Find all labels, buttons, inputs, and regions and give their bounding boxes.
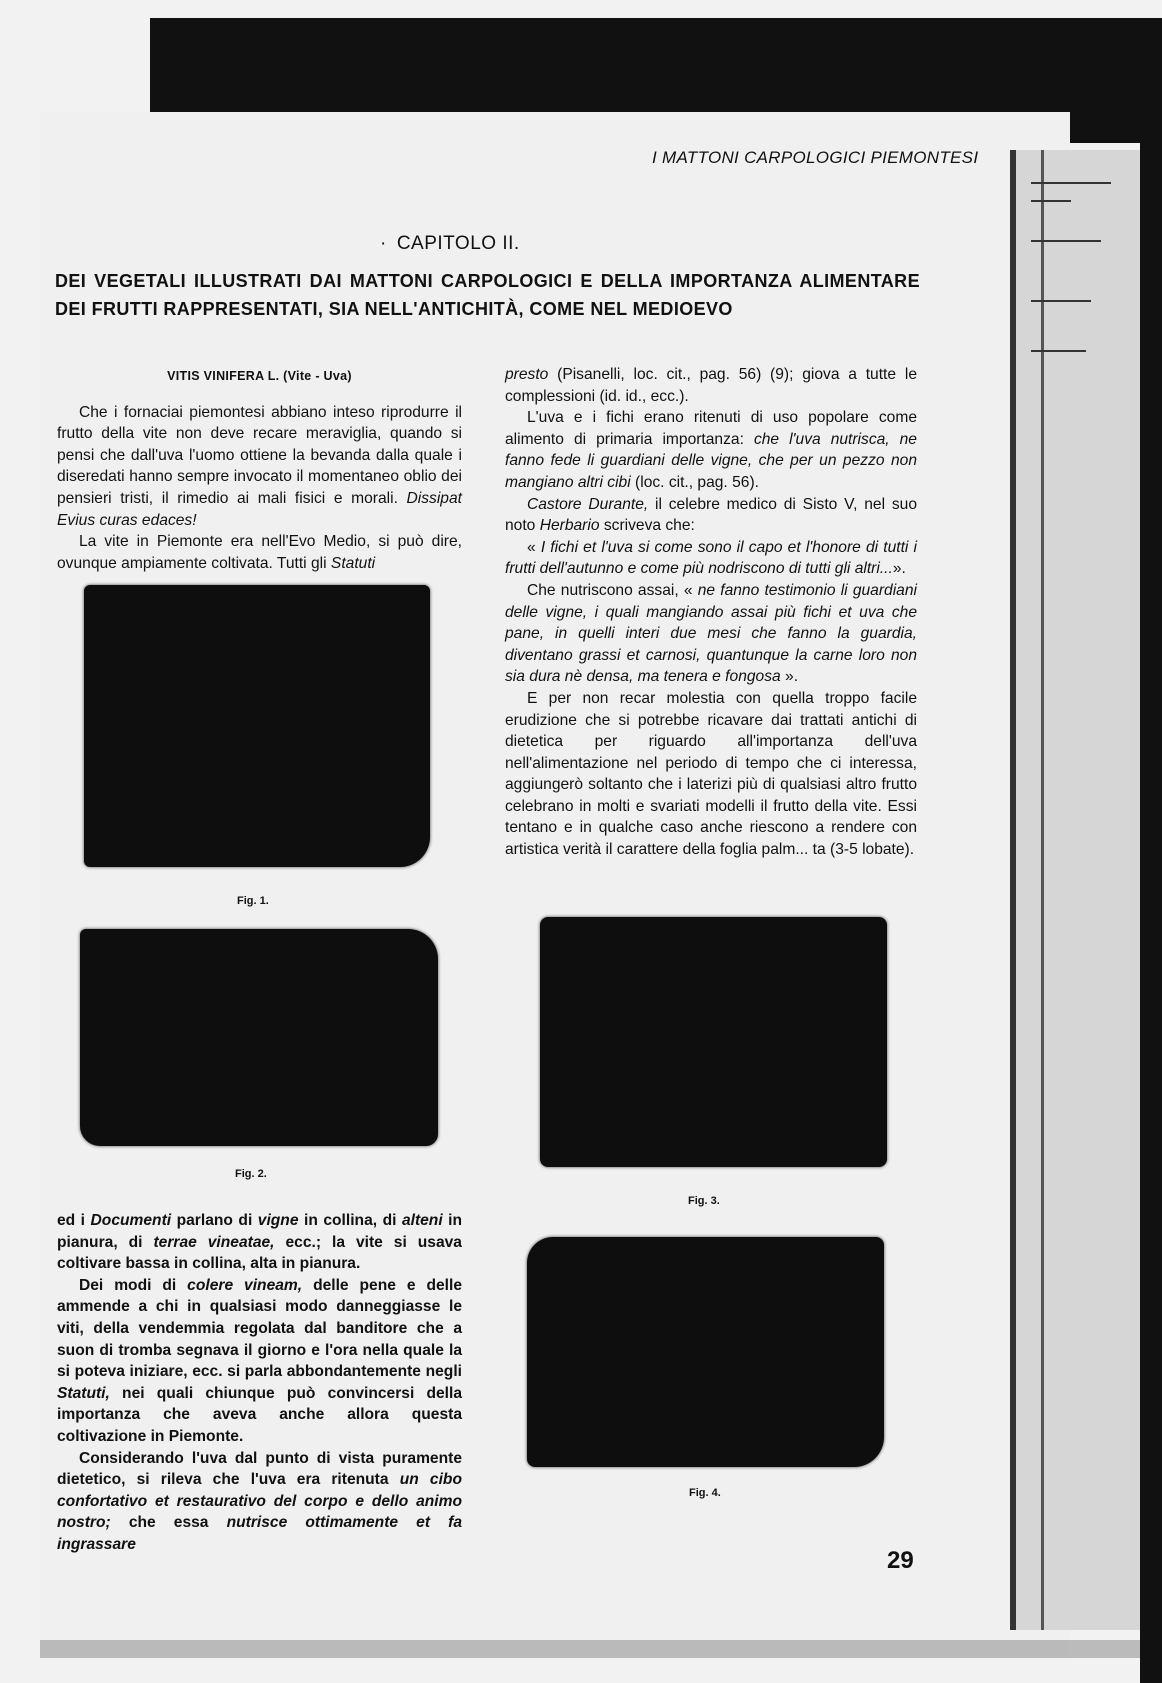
paragraph: La vite in Piemonte era nell'Evo Medio, si può dire, ovunque ampiamente coltivata. Tutti gli Statuti: [57, 533, 462, 572]
paragraph: E per non recar molestia con quella troppo facile erudizione che si potrebbe ricavare dai trattati antichi di dietetica per riguardo all'importanza dell'uva nell'alimentazione nel periodo di tempo che ci interessa, aggiungerò soltanto che i laterizi più di qualsiasi altro frutto celebrano in molti e svariati modelli il frutto della vite. Essi tentano e in qualche caso anche riescono a rendere con artistica verità il carattere della foglia palm... ta (3-5 lobate).: [505, 689, 917, 859]
paragraph: Dei modi di colere vineam, delle pene e delle ammende a chi in qualsiasi modo danneggiasse le viti, della vendemmia regolata dal banditore che a suon di tromba segnava il giorno e l'ora nella quale la si poteva iniziare, ecc. si parla abbondantemente negli Statuti, nei quali chiunque può convincersi della importanza che aveva anche allora questa coltivazione in Piemonte.: [57, 1276, 462, 1445]
chapter-label: CAPITOLO II.: [396, 233, 520, 254]
chapter-heading: · CAPITOLO II.: [380, 233, 520, 254]
figure-3-caption: Fig. 3.: [688, 1195, 720, 1207]
paragraph: L'uva e i fichi erano ritenuti di uso popolare come alimento di primaria importanza: che l'uva nutrisca, ne fanno fede li guardiani delle vigne, che per un pezzo non mangiano altri cibi (loc. cit., pag. 56).: [505, 409, 917, 491]
figure-3-photo: [540, 917, 887, 1167]
page-title: DEI VEGETALI ILLUSTRATI DAI MATTONI CARPOLOGICI E DELLA IMPORTANZA ALIMENTARE DEI FRUTTI RAPPRESENTATI, SIA NELL'ANTICHITÀ, COME NEL MEDIOEVO: [55, 271, 920, 319]
paragraph: Che i fornaciai piemontesi abbiano inteso riprodurre il frutto della vite non deve recare meraviglia, quando si pensi che dall'uva l'uomo ottiene la bevanda dalla quale i diseredati hanno sempre invocato il momentaneo oblio dei pensieri tristi, il rimedio ai mali fisici e morali. Dissipat Evius curas edaces!: [57, 403, 462, 529]
running-head: I MATTONI CARPOLOGICI PIEMONTESI: [652, 148, 979, 167]
figure-1-photo: [84, 585, 430, 867]
page-edge-stack: [1010, 150, 1143, 1630]
paragraph: Castore Durante, il celebre medico di Sisto V, nel suo noto Herbario scriveva che:: [505, 495, 917, 535]
scan-right-shadow: [1140, 18, 1162, 1683]
quotation: « I fichi et l'uva si come sono il capo et l'honore di tutti i frutti dell'autunno e come più nodriscono di tutti gli altri...».: [505, 538, 917, 578]
section-subhead: VITIS VINIFERA L. (Vite - Uva): [167, 369, 352, 383]
paragraph: ed i Documenti parlano di vigne in collina, di alteni in pianura, di terrae vineatae, ecc.; la vite si usava coltivare bassa in collina, alta in pianura.: [57, 1212, 463, 1273]
left-column-top: [57, 366, 462, 574]
figure-4-photo: [527, 1237, 884, 1467]
scan-bottom-shadow: [40, 1640, 1140, 1658]
scan-margin: [40, 18, 152, 118]
left-column-bottom: [57, 1210, 462, 1556]
figure-4-caption: Fig. 4.: [689, 1487, 721, 1499]
right-column-top: [505, 364, 917, 861]
paragraph: Considerando l'uva dal punto di vista puramente dietetico, si rileva che l'uva era ritenuta un cibo confortativo et restaurativo del corpo e dello animo nostro; che essa nutrisce ottimamente et fa ingrassare: [57, 1449, 462, 1553]
paragraph: Che nutriscono assai, « ne fanno testimonio li guardiani delle vigne, i quali mangiando assai più fichi et uva che pane, in quelli interi due mesi che fanno la guardia, diventano grassi et carnosi, quantunque la carne loro non sia dura nè densa, ma tenera e fongosa ».: [505, 581, 917, 686]
page-number: 29: [887, 1547, 914, 1574]
figure-1-caption: Fig. 1.: [237, 895, 269, 907]
paragraph: presto (Pisanelli, loc. cit., pag. 56) (9); giova a tutte le complessioni (id. id., ecc.).: [505, 366, 917, 405]
figure-2-caption: Fig. 2.: [235, 1168, 267, 1180]
figure-2-photo: [80, 929, 438, 1146]
